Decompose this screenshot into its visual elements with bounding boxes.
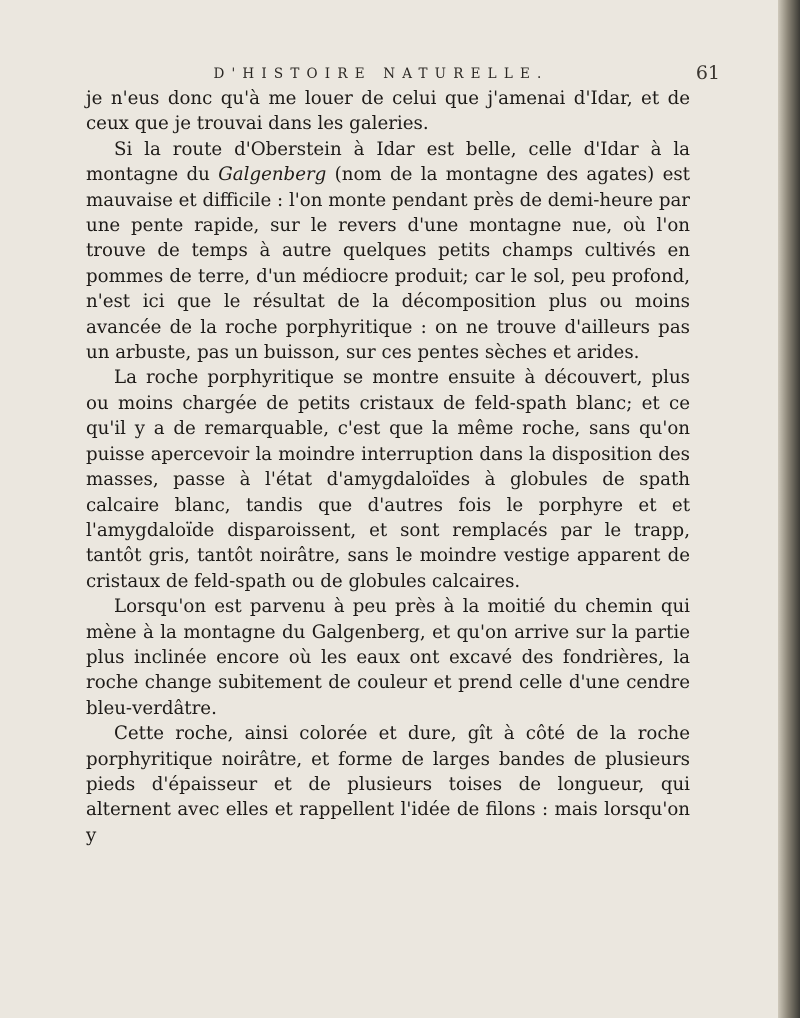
paragraph-2-start: Si la route d'Oberstein à Idar est belle, celle d'Idar à la montagne du <box>86 138 690 186</box>
paragraph-2 <box>86 137 690 366</box>
paragraph-4: Lorsqu'on est parvenu à peu près à la moitié du chemin qui mène à la montagne du Galgenberg, et qu'on arrive sur la partie plus inclinée encore où les eaux ont excavé des fondrières, la roche change subitement de couleur et prend celle d'une cendre bleu-verdâtre. <box>86 596 690 719</box>
italic-term: Galgenberg <box>218 164 327 186</box>
paragraph-3: La roche porphyritique se montre ensuite à découvert, plus ou moins chargée de petits cristaux de feld-spath blanc; et ce qu'il y a de remarquable, c'est que la même roche, sans qu'on puisse apercevoir la moindre interruption dans la disposition des masses, passe à l'état d'amygdaloïdes à globules de spath calcaire blanc, tandis que d'autres fois le porphyre et et l'amygdaloïde disparoissent, et sont remplacés par le trapp, tantôt gris, tantôt noirâtre, sans le moindre vestige apparent de cristaux de feld-spath ou de globules calcaires. <box>86 367 690 592</box>
paragraph-2-rest: (nom de la montagne des agates) est mauvaise et difficile : l'on monte pendant près de demi-heure par une pente rapide, sur le revers d'une montagne nue, où l'on trouve de temps à autre quelques petits champs cultivés en pommes de terre, d'un médiocre produit; car le sol, peu profond, n'est ici que le résultat de la décomposition plus ou moins avancée de la roche porphyritique : on ne trouve d'ailleurs pas un arbuste, pas un buisson, sur ces pentes sèches et arides. <box>86 164 690 364</box>
paragraph-5: Cette roche, ainsi colorée et dure, gît à côté de la roche porphyritique noirâtre, et forme de larges bandes de plusieurs pieds d'épaisseur et de plusieurs toises de longueur, qui alternent avec elles et rappellent l'idée de filons : mais lorsqu'on y <box>86 723 690 846</box>
paragraph-1: je n'eus donc qu'à me louer de celui que j'amenai d'Idar, et de ceux que je trouvai dans les galeries. <box>86 88 690 135</box>
page-number: 61 <box>695 62 720 84</box>
running-title: D'HISTOIRE NATURELLE. <box>213 66 549 82</box>
body-text <box>86 86 690 848</box>
running-head <box>86 62 776 88</box>
page-edge-shadow <box>778 0 800 1018</box>
